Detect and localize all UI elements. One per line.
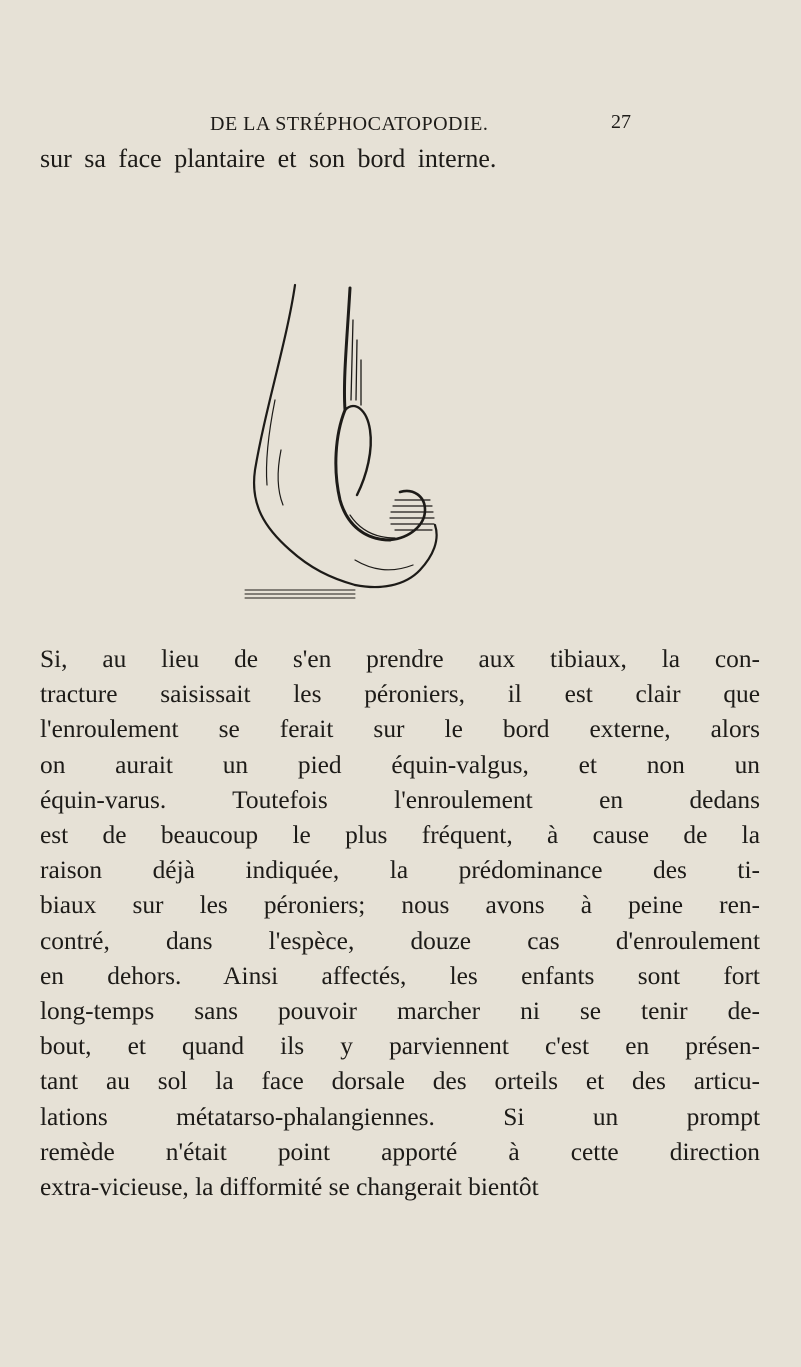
text-line: équin-varus. Toutefois l'enroulement en dedans	[40, 785, 760, 814]
text-line: est de beaucoup le plus fréquent, à cause de la	[40, 821, 760, 850]
page-number: 27	[611, 111, 631, 133]
text-line: Si, au lieu de s'en prendre aux tibiaux, la con-	[40, 645, 760, 673]
text-line: en dehors. Ainsi affectés, les enfants sont fort	[40, 961, 760, 990]
text-line: tant au sol la face dorsale des orteils et des articu-	[40, 1067, 760, 1096]
continued-text-line: sur sa face plantaire et son bord interne.	[40, 144, 497, 173]
text-line: remède n'était point apporté à cette direction	[40, 1137, 760, 1166]
text-line: on aurait un pied équin-valgus, et non un	[40, 750, 760, 779]
text-line: lations métatarso-phalangiennes. Si un prompt	[40, 1102, 760, 1131]
text-line: raison déjà indiquée, la prédominance des ti-	[40, 856, 760, 885]
text-line: contré, dans l'espèce, douze cas d'enroulement	[40, 926, 760, 955]
body-paragraph	[40, 642, 760, 1205]
foot-illustration-icon	[235, 260, 615, 610]
text-line: tracture saisissait les péroniers, il est clair que	[40, 680, 760, 709]
text-line: bout, et quand ils y parviennent c'est en présen-	[40, 1032, 760, 1061]
running-head: DE LA STRÉPHOCATOPODIE.	[210, 113, 489, 135]
text-line: extra-vicieuse, la difformité se changerait bientôt	[40, 1173, 539, 1202]
text-line: biaux sur les péroniers; nous avons à peine ren-	[40, 891, 760, 920]
text-line: long-temps sans pouvoir marcher ni se tenir de-	[40, 997, 760, 1026]
text-line: l'enroulement se ferait sur le bord externe, alors	[40, 715, 760, 744]
